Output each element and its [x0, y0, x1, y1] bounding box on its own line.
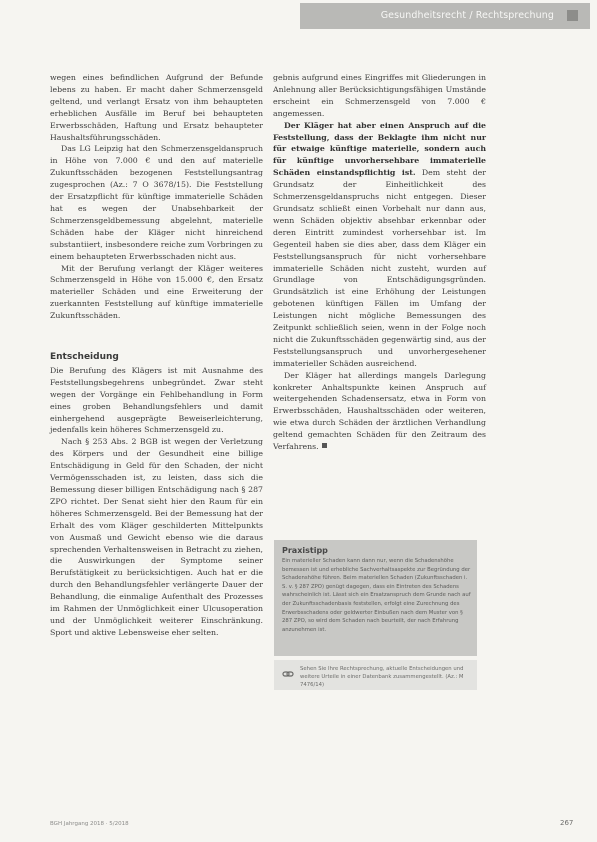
header-square-icon: [567, 10, 578, 21]
bold-lead: Der Kläger hat aber einen Anspruch auf die Feststellung, dass der Beklagte ihm nicht nur für etwaige künftige materielle, sondern auch für künftige unvorhersehbare immaterielle Schäden einstandspflichtig ist.: [273, 120, 486, 178]
left-column: [50, 72, 263, 639]
paragraph: Die Berufung des Klägers ist mit Ausnahme des Feststellungsbegehrens unbegründet. Zwar steht wegen der Vorgänge ein Fehlbehandlung in Form eines groben Behandlungsfehlers und damit einhergehend ausgeprägte Beweiserleichterung, jedenfalls kein höheres Schmerzensgeld zu.: [50, 365, 263, 435]
paragraph: gebnis aufgrund eines Eingriffes mit Gliederungen in Anlehnung aller Berücksichtigungsfähigen Umstände erscheint ein Schmerzensgeld von 7.000 € angemessen.: [273, 73, 486, 118]
reference-box: [274, 660, 477, 690]
link-chain-icon: [282, 668, 294, 680]
reference-text: Sehen Sie Ihre Rechtsprechung, aktuelle Entscheidungen und weitere Urteile in einer Datenbank zusammengestellt. (Az.: M 7476/14): [300, 666, 464, 689]
paragraph-continuation: Dem steht der Grundsatz der Einheitlichkeit des Schmerzensgeldanspruchs nicht entgegen. Dieser Grundsatz schließt einen Vorbehalt nur dann aus, wenn Schäden objektiv absehbar erkennbar oder deren Eintritt zumindest vorhersehbar ist. Im Gegenteil haben sie dies aber, dass dem Kläger ein Feststellungsanspruch für nicht vorhersehbare immaterielle Schäden nicht zusteht, wurden auf Grundlage von Entschädigungsgründen. Grundsätzlich ist eine Erhöhung der Leistungen gebotenen künftigen Fällen im Umfang der Leistungen nicht mögliche Bemessungen des Zeitpunkt schließlich seien, wenn in der Folge noch nicht die Zukunftsschäden gegenwärtig sind, aus der Feststellungsanspruch und unvorhergesehener immaterieller Schäden ausreichend.: [273, 168, 486, 368]
right-column: [273, 72, 486, 453]
page-number: 267: [560, 819, 574, 827]
end-square-icon: [322, 443, 327, 448]
paragraph: [273, 120, 486, 370]
paragraph-text: Der Kläger hat allerdings mangels Darlegung konkreter Anhaltspunkte keinen Anspruch auf weitergehenden Schadensersatz, etwa in Form von Erwerbsschäden, Haushaltsschäden oder weiteren, wie etwa durch Schäden der ärztlichen Verhandlung geltend gemachten Schäden für den Zeitraum des Verfahrens.: [273, 370, 486, 452]
header-bar: [300, 3, 590, 29]
paragraph: wegen eines befindlichen Aufgrund der Befunde lebens zu haben. Er macht daher Schmerzensgeld geltend, und verlangt Ersatz von ihm behaupteten erheblichen Ausfälle im Beruf bei behaupteten Erwerbsschäden, Haftung und Ersatz behaupteter Haushaltsführungsschäden.: [50, 73, 263, 142]
section-heading: Entscheidung: [50, 352, 119, 363]
tip-text: Ein materieller Schaden kann dann nur, wenn die Schadenshöhe bemessen ist und erhebliche Sachverhaltsaspekte zur Begründung der Schadenshöhe führen. Beim materiellen Schaden (Zukunftsschaden i. S. v. § 287 ZPO) genügt dagegen, dass ein Eintreten des Schadens wahrscheinlich ist. Lässt sich ein Ersatzanspruch dem Grunde nach auf der Zukunftsschadenbasis feststellen, erfolgt eine Zurechnung des Erwerbsschadens oder geldwerter Einbußen nach dem Muster von § 287 ZPO, so wird dem Schaden nach beurteilt, der nach Erfahrung anzunehmen ist.: [282, 558, 471, 633]
paragraph: Das LG Leipzig hat den Schmerzensgeldanspruch in Höhe von 7.000 € und den auf materielle Zukunftsschäden bezogenen Feststellungsantrag zugesprochen (Az.: 7 O 3678/15). Die Feststellung der Ersatzpflicht für künftige immaterielle Schäden hat es wegen der Unabsehbarkeit der Schmerzensgeldbemessung abgelehnt, materielle Schäden habe der Kläger nicht hinreichend substantiiert, insbesondere reiche zum Vorbringen zu einem behaupteten Erwerbsschaden nicht aus.: [50, 144, 263, 261]
tip-title: Praxistipp: [282, 546, 328, 555]
practice-tip-box: [274, 540, 477, 656]
paragraph: [273, 370, 486, 453]
paragraph: Mit der Berufung verlangt der Kläger weiteres Schmerzensgeld in Höhe von 15.000 €, den Ersatz materieller Schäden und eine Erweiterung der zuerkannten Feststellung auf künftige immaterielle Zukunftsschäden.: [50, 263, 263, 321]
paragraph: Nach § 253 Abs. 2 BGB ist wegen der Verletzung des Körpers und der Gesundheit eine billige Entschädigung in Geld für den Schaden, der nicht Vermögensschaden ist, zu leisten, dass sich die Bemessung dieser billigen Entschädigung nach § 287 ZPO richtet. Der Senat sieht hier den Raum für ein höheres Schmerzensgeld. Bei der Bemessung hat der Erhalt des vom Kläger geschilderten Mittelpunkts von Ausmaß und Gewicht ebenso wie die daraus sprechenden Verhaltensweisen in Betracht zu ziehen, die Auswirkungen der Symptome seiner Berufstätigkeit zu berücksichtigen. Auch hat er die durch den Behandlungsfehler verlängerte Dauer der Behandlung, die einmalige Aufenthalt des Prozesses im Rahmen der Unmöglichkeit einer Ulcusoperation und der Unmöglichkeit weiterer Einschränkung. Sport und aktive Lebensweise eher selten.: [50, 437, 263, 637]
section-title: Gesundheitsrecht / Rechtsprechung: [380, 10, 554, 21]
footer-journal: BGH Jahrgang 2018 · 5/2018: [50, 821, 129, 827]
